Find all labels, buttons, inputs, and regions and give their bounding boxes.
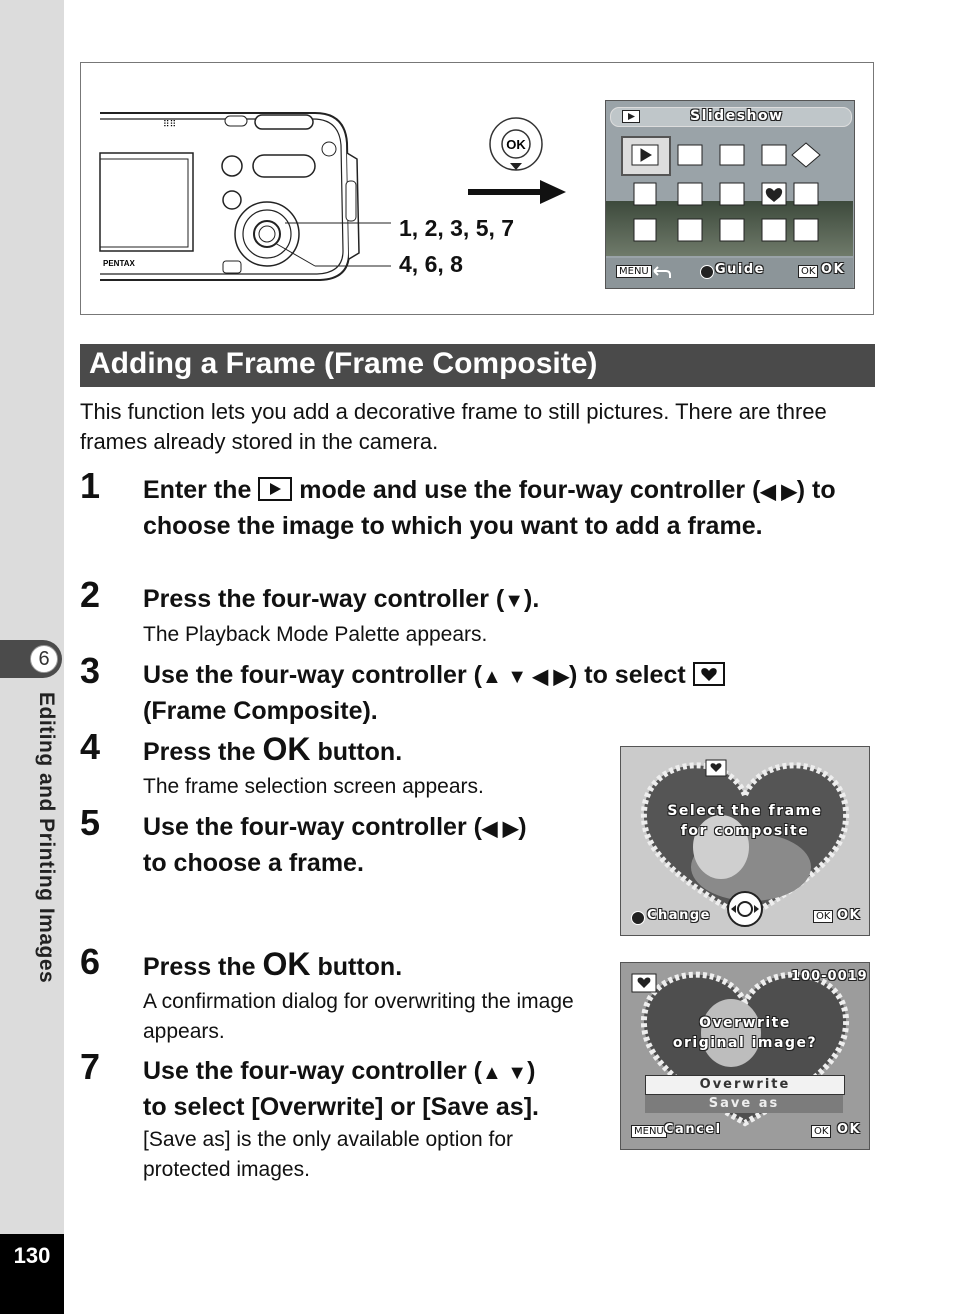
four-way-arrows-icon: ▲ ▼ ◀ ▶ — [481, 666, 569, 688]
confirm-prompt-line1: Overwrite — [699, 1015, 791, 1031]
page-number: 130 — [0, 1234, 64, 1314]
ok-key-badge: OK — [813, 910, 833, 923]
frame-ok-label: OK — [837, 908, 862, 923]
cancel-label: Cancel — [664, 1122, 722, 1137]
step-4-text: Press the OK button. — [143, 731, 403, 767]
callout-steps-ok: 4, 6, 8 — [399, 251, 463, 277]
frame-selection-screen — [620, 746, 870, 936]
palette-ok-label: OK — [821, 262, 846, 277]
camera-brand: PENTAX — [103, 259, 135, 268]
step-number: 3 — [80, 650, 101, 691]
left-right-arrows-icon: ◀ ▶ — [481, 818, 519, 840]
figure-box — [80, 62, 874, 315]
chapter-title: Editing and Printing Images — [35, 692, 58, 984]
confirm-prompt-line2: original image? — [672, 1035, 818, 1051]
ok-button-icon — [488, 116, 544, 176]
step-6-note: A confirmation dialog for overwriting the image appears. — [143, 990, 574, 1043]
heart-frame-photo — [621, 963, 869, 1149]
confirm-ok-label: OK — [837, 1122, 862, 1137]
step-3-text: Use the four-way controller (▲ ▼ ◀ ▶) to select (Frame Composite). — [143, 658, 843, 728]
back-arrow-icon — [650, 265, 672, 279]
step-5-text: Use the four-way controller (◀ ▶) to choose a frame. — [143, 813, 527, 877]
menu-key: MENU — [631, 1125, 667, 1138]
section-title: Adding a Frame (Frame Composite) — [80, 344, 875, 387]
frame-prompt-line1: Select the frame — [667, 803, 823, 819]
frame-composite-icon — [693, 662, 725, 686]
arrow-right-icon — [468, 178, 568, 208]
step-6-text: Press the OK button. — [143, 946, 403, 982]
palette-icon-grid — [620, 135, 852, 253]
step-2-text: Press the four-way controller (▼). — [143, 585, 540, 613]
step-2-note: The Playback Mode Palette appears. — [143, 623, 488, 646]
svg-text:⠿⠿: ⠿⠿ — [163, 120, 177, 130]
step-number: 5 — [80, 802, 101, 843]
ok-button-label: OK — [506, 137, 526, 152]
step-1-text: Enter the mode and use the four-way controller (◀ ▶) to choose the image to which you want to add a frame. — [143, 476, 836, 540]
playback-palette-screen — [605, 100, 855, 289]
change-label: Change — [647, 908, 711, 923]
step-number: 2 — [80, 574, 101, 615]
step-7-note: [Save as] is the only available option for protected images. — [143, 1128, 514, 1181]
frame-composite-icon — [705, 759, 727, 777]
left-right-arrows-icon: ◀ ▶ — [760, 481, 797, 503]
chapter-number: 6 — [30, 645, 58, 673]
playback-mode-icon — [258, 477, 292, 501]
ok-button-word: OK — [262, 731, 311, 767]
up-down-arrows-icon: ▲ ▼ — [481, 1062, 528, 1084]
down-arrow-icon: ▼ — [504, 590, 524, 612]
menu-key: MENU — [616, 265, 652, 278]
frame-prompt-line2: for composite — [680, 823, 810, 839]
change-dot-icon — [631, 911, 645, 925]
ok-key-badge: OK — [798, 265, 818, 278]
frame-composite-icon — [631, 973, 657, 993]
four-way-controller-icon — [725, 889, 765, 929]
step-number: 4 — [80, 726, 101, 767]
intro-text: This function lets you add a decorative frame to still pictures. There are three frames already stored in the camera. — [80, 399, 827, 454]
palette-title: Slideshow — [690, 108, 784, 124]
callout-steps-controller: 1, 2, 3, 5, 7 — [399, 215, 515, 241]
step-number: 1 — [80, 465, 101, 506]
overwrite-confirm-screen — [620, 962, 870, 1150]
ok-button-word: OK — [262, 946, 311, 982]
step-number: 7 — [80, 1046, 101, 1087]
file-number: 100-0019 — [791, 969, 868, 984]
option-save-as[interactable]: Save as — [645, 1095, 843, 1113]
step-number: 6 — [80, 941, 101, 982]
step-4-note: The frame selection screen appears. — [143, 775, 484, 798]
option-overwrite[interactable]: Overwrite — [645, 1075, 845, 1095]
guide-label: Guide — [715, 262, 766, 277]
playback-mode-icon — [622, 110, 640, 123]
camera-illustration — [95, 103, 395, 293]
ok-key-badge: OK — [811, 1125, 831, 1138]
step-7-text: Use the four-way controller (▲ ▼) to select [Overwrite] or [Save as]. — [143, 1057, 539, 1121]
guide-dot-icon — [700, 265, 714, 279]
